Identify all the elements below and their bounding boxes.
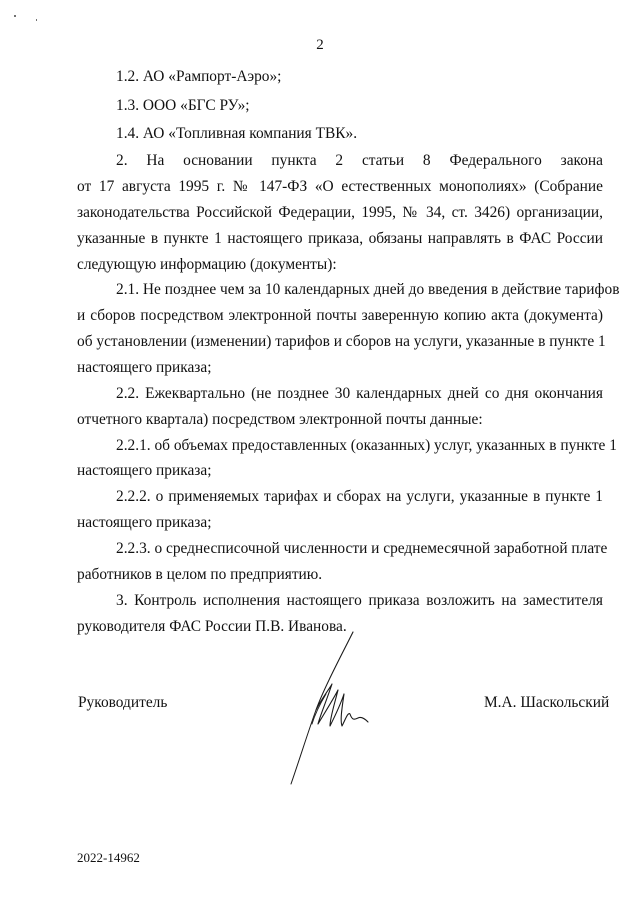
item-1-2: 1.2. АО «Рампорт-Аэро»; <box>116 68 282 85</box>
para-2-line: указанные в пункте 1 настоящего приказа, обязаны направлять в ФАС России <box>77 230 603 247</box>
para-2-1-line: 2.1. Не позднее чем за 10 календарных дней до введения в действие тарифов <box>116 281 620 298</box>
para-3-line: руководителя ФАС России П.В. Иванова. <box>77 618 347 635</box>
para-3-line: 3. Контроль исполнения настоящего приказа возложить на заместителя <box>116 592 603 609</box>
para-2-line: следующую информацию (документы): <box>77 256 337 273</box>
para-2-1-line: и сборов посредством электронной почты заверенную копию акта (документа) <box>77 307 603 324</box>
para-2-line: от 17 августа 1995 г. № 147-ФЗ «О естественных монополиях» (Собрание <box>77 178 603 195</box>
para-2-2-1-line: настоящего приказа; <box>77 462 212 479</box>
para-2-2-3-line: работников в целом по предприятию. <box>77 566 323 583</box>
handwritten-signature <box>282 628 382 788</box>
page-number: 2 <box>316 37 324 53</box>
signatory-title: Руководитель <box>78 694 168 711</box>
para-2-1-line: об установлении (изменении) тарифов и сборов на услуги, указанные в пункте 1 <box>77 333 606 350</box>
para-2-2-line: 2.2. Ежеквартально (не позднее 30 календарных дней со дня окончания <box>116 385 603 402</box>
para-2-line: законодательства Российской Федерации, 1995, № 34, ст. 3426) организации, <box>77 204 603 221</box>
para-2-2-1-line: 2.2.1. об объемах предоставленных (оказанных) услуг, указанных в пункте 1 <box>116 437 617 454</box>
item-1-4: 1.4. АО «Топливная компания ТВК». <box>116 125 358 142</box>
document-number: 2022-14962 <box>77 850 140 865</box>
para-2-2-3-line: 2.2.3. о среднесписочной численности и среднемесячной заработной плате <box>116 540 608 557</box>
para-2-1-line: настоящего приказа; <box>77 359 212 376</box>
signatory-name: М.А. Шаскольский <box>484 694 610 711</box>
item-1-3: 1.3. ООО «БГС РУ»; <box>116 97 250 114</box>
para-2-2-2-line: 2.2.2. о применяемых тарифах и сборах на услуги, указанные в пункте 1 <box>116 488 603 505</box>
para-2-2-2-line: настоящего приказа; <box>77 514 212 531</box>
para-2-line: 2. На основании пункта 2 статьи 8 Федерального закона <box>116 152 603 169</box>
scan-speck <box>14 15 16 17</box>
scan-speck <box>36 19 37 21</box>
para-2-2-line: отчетного квартала) посредством электронной почты данные: <box>77 411 483 428</box>
